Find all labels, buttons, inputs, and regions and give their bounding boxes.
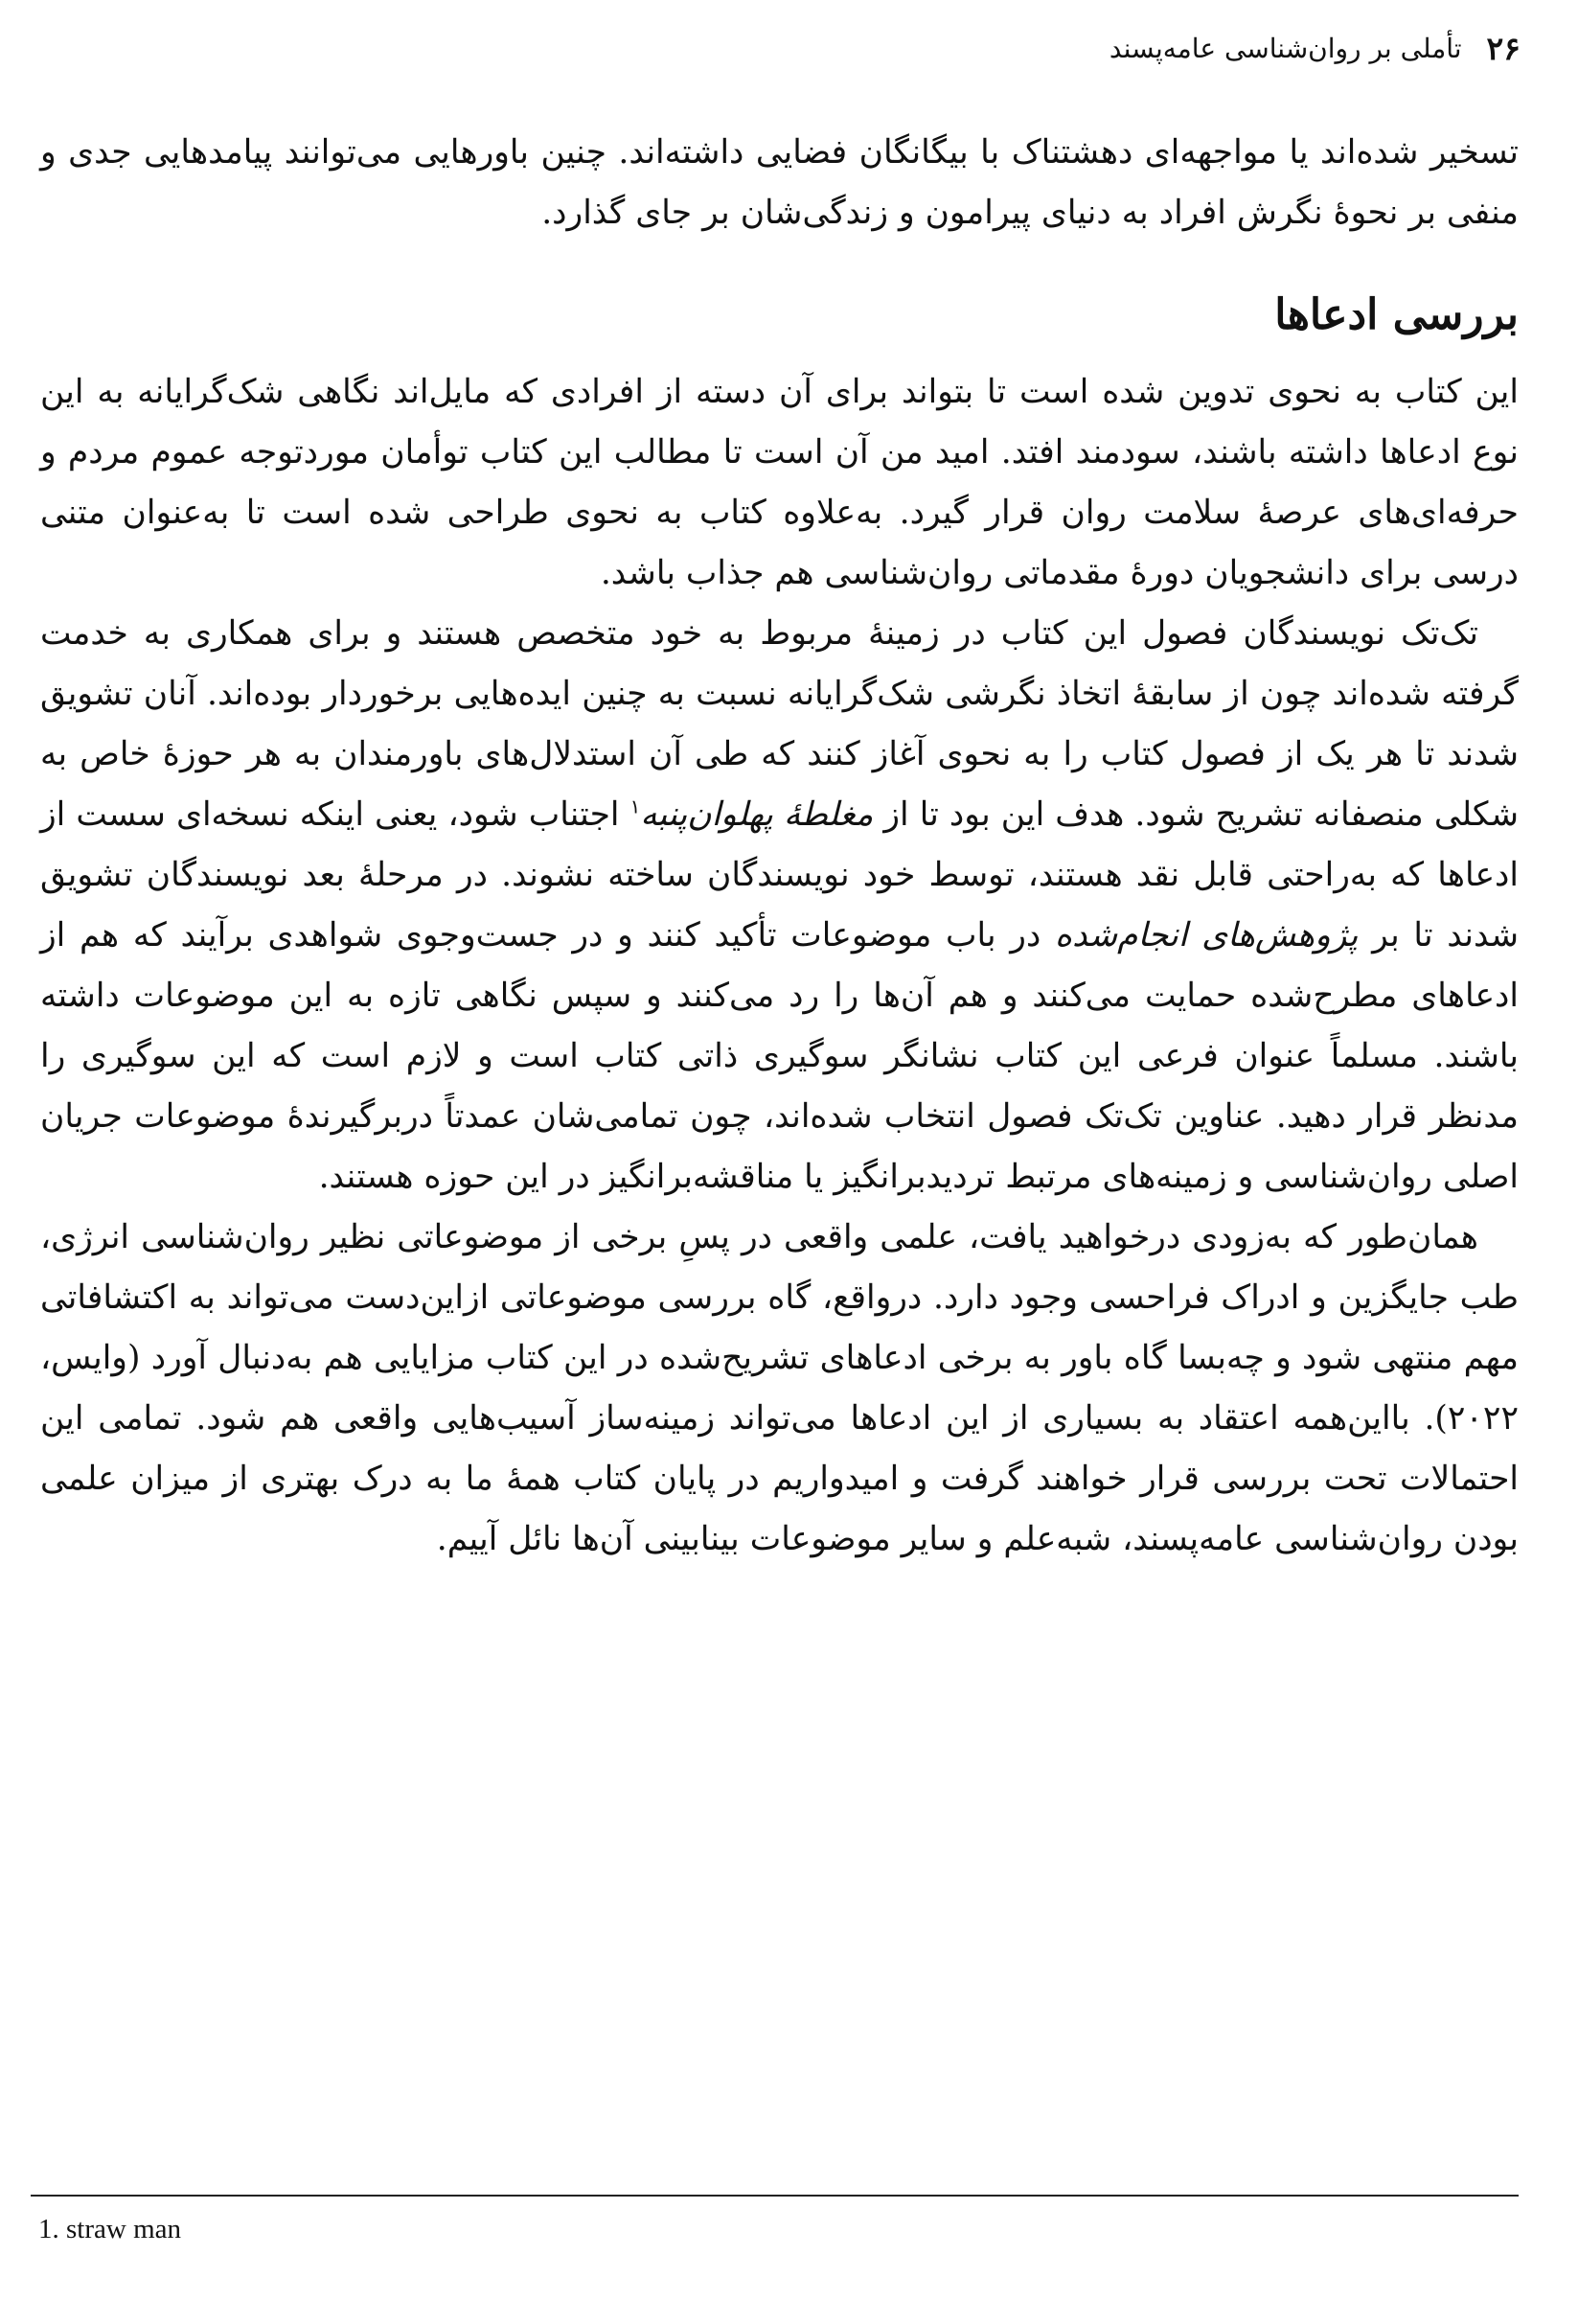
- paragraph-2-text-a: تک‌تک نویسندگان فصول این کتاب در زمینهٔ مربوط به خود متخصص هستند و برای همکاری به خدمت گرفته شده‌اند چون از سابقهٔ اتخاذ نگرشی شک‌گرایانه نسبت به چنین ایده‌هایی برخوردار بوده‌اند. آنان تشویق شدند تا هر یک از فصول کتاب را به نحوی آغاز کنند که طی آن استدلال‌های باورمندان به هر حوزهٔ خاص به شکلی منصفانه تشریح شود. هدف این بود تا از: [40, 614, 1519, 834]
- paragraph-2-text-b: اجتناب شود، یعنی اینکه نسخه‌ای سست از ادعاها که به‌راحتی قابل نقد هستند، توسط خود نویسندگان ساخته نشوند. در مرحلهٔ بعد نویسندگان تشویق شدند تا بر: [40, 795, 1519, 955]
- running-title: تأملی بر روان‌شناسی عامه‌پسند: [1109, 32, 1462, 64]
- body-text: [40, 123, 1519, 1570]
- section-heading: بررسی ادعاها: [1274, 290, 1519, 339]
- term-straw-man: مغلطهٔ پهلوان‌پنبه: [640, 795, 874, 834]
- intro-paragraph: تسخیر شده‌اند یا مواجهه‌ای دهشتناک با بیگانگان فضایی داشته‌اند. چنین باورهایی می‌توانند پیامدهایی جدی و منفی بر نحوهٔ نگرش افراد به دنیای پیرامون و زندگی‌شان بر جای گذارد.: [40, 133, 1519, 232]
- paragraph-2: [40, 604, 1519, 1208]
- paragraph-2-text-c: در باب موضوعات تأکید کنند و در جست‌وجوی شواهدی برآیند که هم از ادعاهای مطرح‌شده حمایت می‌کنند و هم آن‌ها را رد می‌کنند و سپس نگاهی تازه به این موضوعات داشته باشند. مسلماً عنوان فرعی این کتاب نشانگر سوگیری ذاتی کتاب است و لازم است که این سوگیری را مدنظر قرار دهید. عناوین تک‌تک فصول انتخاب شده‌اند، چون تمامی‌شان عمدتاً دربرگیرندهٔ موضوعات جریان اصلی روان‌شناسی و زمینه‌های مرتبط تردیدبرانگیز یا مناقشه‌برانگیز در این حوزه هستند.: [40, 916, 1519, 1196]
- paragraph-3: همان‌طور که به‌زودی درخواهید یافت، علمی واقعی در پسِ برخی از موضوعاتی نظیر روان‌شناسی انرژی، طب جایگزین و ادراک فراحسی وجود دارد. درواقع، گاه بررسی موضوعاتی ازاین‌دست می‌تواند به اکتشافاتی مهم منتهی شود و چه‌بسا گاه باور به برخی ادعاهای تشریح‌شده در این کتاب مزایایی هم به‌دنبال آورد (وایس، ۲۰۲۲). بااین‌همه اعتقاد به بسیاری از این ادعاها می‌تواند زمینه‌ساز آسیب‌هایی واقعی هم شود. تمامی این احتمالات تحت بررسی قرار خواهند گرفت و امیدواریم در پایان کتاب همهٔ ما به درک بهتری از میزان علمی بودن روان‌شناسی عامه‌پسند، شبه‌علم و سایر موضوعات بینابینی آن‌ها نائل آییم.: [40, 1218, 1519, 1558]
- running-header: [57, 17, 1521, 79]
- page-number: ۲۶: [1486, 29, 1521, 67]
- footnote-reference[interactable]: ۱: [629, 794, 641, 818]
- footnote: 1. straw man: [38, 2214, 181, 2244]
- paragraph-1: این کتاب به نحوی تدوین شده است تا بتواند برای آن دسته از افرادی که مایل‌اند نگاهی شک‌گرایانه به این نوع ادعاها داشته باشند، سودمند افتد. امید من آن است تا مطالب این کتاب توأمان موردتوجه عموم مردم و حرفه‌ای‌های عرصهٔ سلامت روان قرار گیرد. به‌علاوه کتاب به نحوی طراحی شده است تا به‌عنوان متنی درسی برای دانشجویان دورهٔ مقدماتی روان‌شناسی هم جذاب باشد.: [40, 373, 1519, 592]
- footnote-divider: [31, 2195, 1519, 2197]
- term-conducted-research: پژوهش‌های انجام‌شده: [1055, 916, 1359, 955]
